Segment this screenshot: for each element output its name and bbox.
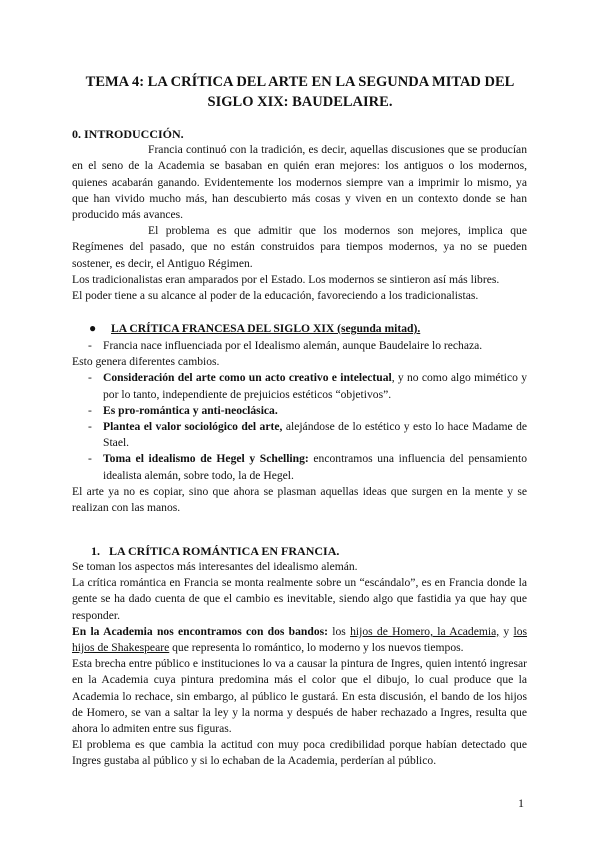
romantic-paragraph-2: La crítica romántica en Francia se monta realmente sobre un “escándalo”, es en Francia donde la gente se ha dado cuenta de que el cambio es inevitable, siendo algo que fastidia ya que hay que responder.: [72, 576, 527, 622]
list-item: - Es pro-romántica y anti-neoclásica.: [72, 403, 527, 419]
intro-heading: 0. INTRODUCCIÓN.: [72, 127, 184, 141]
romantic-paragraph-5: El problema es que cambia la actitud con muy poca credibilidad porque habían detectado que Ingres gustaba al público y si lo echaban de la Academia, perderían al público.: [72, 738, 527, 768]
french-item-list-0: [72, 338, 527, 354]
intro-paragraph-1: Francia continuó con la tradición, es decir, aquellas discusiones que se producían en el seno de la Academia se basaban en quién eran mejores: los antiguos o los modernos, quienes acabarán ganando. Evidentemente los modernos siempre van a imprimir lo mismo, ya que han vivido mucho más, han descubierto más cosas y viven en un contexto donde se han producido más avances.: [72, 143, 527, 222]
french-critique-title: LA CRÍTICA FRANCESA DEL SIGLO XIX (segunda mitad).: [111, 322, 421, 335]
page-number: 1: [518, 796, 524, 810]
romantic-paragraph-4: Esta brecha entre público e instituciones lo va a causar la pintura de Ingres, quien intentó ingresar en la Academia cuya pintura predomina más el color que el dibujo, lo cual produce que la Academia lo rechace, sin embargo, al público le gustará. En esta discusión, el bando de los hijos de Homero, se van a saltar la ley y la norma y después de haber rechazado a Ingres, resulta que ahora lo admiten entre sus figuras.: [72, 657, 527, 736]
french-item-list: [72, 370, 527, 483]
romantic-critique-section: [72, 559, 527, 770]
romantic-paragraph-1: Se toman los aspectos más interesantes del idealismo alemán.: [72, 560, 358, 573]
bullet-icon: ●: [89, 321, 97, 335]
intro-section: [72, 126, 527, 304]
section-number: 1.: [91, 544, 100, 558]
list-item: - Consideración del arte como un acto creativo e intelectual, y no como algo mimético y por lo tanto, independiente de prejuicios estéticos “objetivos”.: [72, 370, 527, 402]
intro-paragraph-2: El problema es que admitir que los modernos son mejores, implica que Regímenes del pasado, que no están construidos para tiempos modernos, ya no se pueden sostener, es decir, el Antiguo Régimen.: [72, 224, 527, 270]
title-line-1: TEMA 4: LA CRÍTICA DEL ARTE EN LA SEGUNDA MITAD DEL: [85, 74, 515, 90]
intro-paragraph-4: El poder tiene a su alcance al poder de la educación, favoreciendo a los tradicionalistas.: [72, 289, 479, 303]
french-transition: Esto genera diferentes cambios.: [72, 355, 220, 369]
list-item: - Francia nace influenciada por el Idealismo alemán, aunque Baudelaire lo rechaza.: [72, 338, 527, 354]
french-critique-section: [72, 338, 527, 516]
romantic-critique-title: LA CRÍTICA ROMÁNTICA EN FRANCIA.: [109, 544, 340, 558]
title-line-2: SIGLO XIX: BAUDELAIRE.: [207, 94, 393, 110]
french-closing: El arte ya no es copiar, sino que ahora se plasman aquellas ideas que surgen en la mente y se realizan con las manos.: [72, 484, 527, 515]
romantic-paragraph-3: En la Academia nos encontramos con dos bandos: los hijos de Homero, la Academia, y los hijos de Shakespeare que representa lo romántico, lo moderno y los nuevos tiempos.: [72, 624, 528, 655]
document-title: [70, 72, 530, 112]
intro-paragraph-3: Los tradicionalistas eran amparados por el Estado. Los modernos se sintieron así más libres.: [72, 272, 500, 286]
list-item: - Toma el idealismo de Hegel y Schelling: encontramos una influencia del pensamiento idealista alemán, sobre todo, la de Hegel.: [72, 451, 527, 483]
list-item: - Plantea el valor sociológico del arte, alejándose de lo estético y esto lo hace Madame de Stael.: [72, 419, 527, 451]
